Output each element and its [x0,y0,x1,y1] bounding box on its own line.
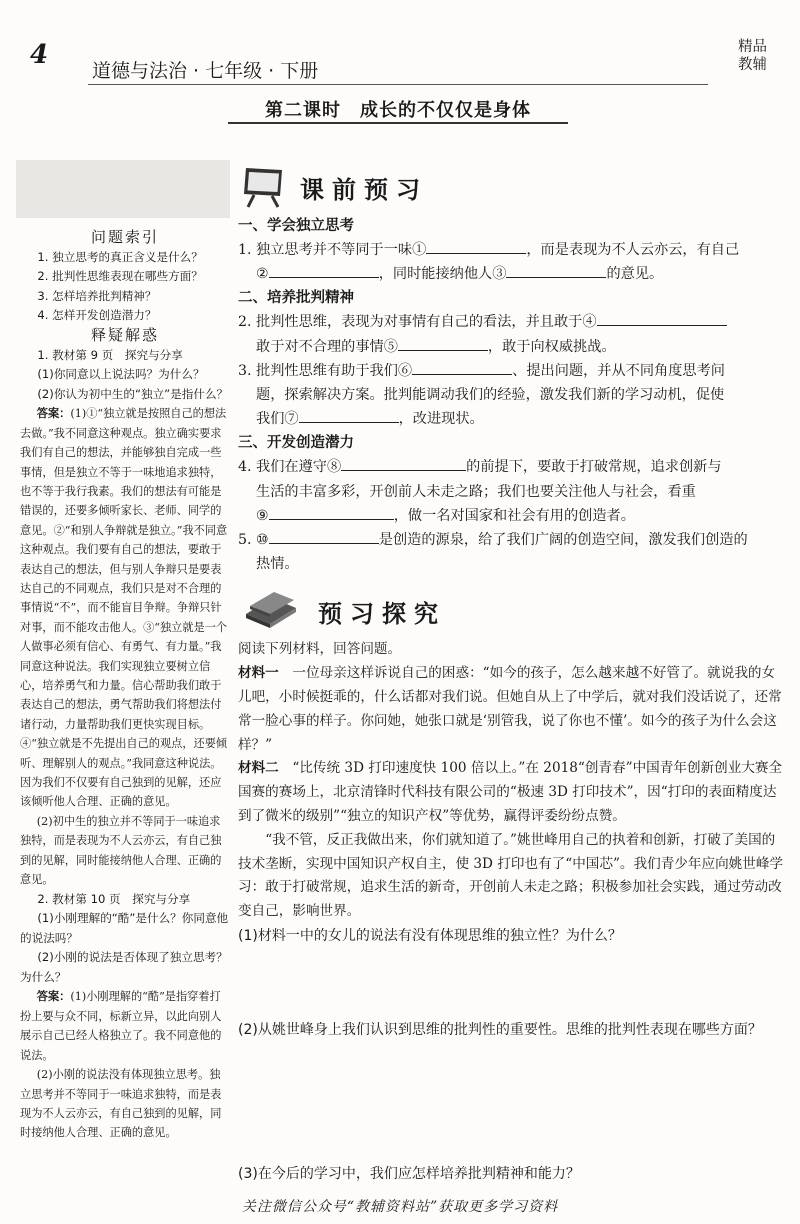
preview-section-header [238,160,788,214]
blank-6[interactable] [412,360,512,375]
blank-1[interactable] [426,239,526,254]
task-1-answer-2: (2)初中生的独立并不等同于一味追求独特，而是表现为不人云亦云，有自己独到的见解，同时能接纳他人合理、正确的意见。 [20,814,222,887]
lesson-title-underline [228,122,568,124]
explore-section-header [238,584,788,638]
preview-item-4-line-1: 4. 我们在遵守⑧ 的前提下，要敢于打破常规，追求创新与 [238,455,788,479]
material-2 [238,757,788,828]
footer-note: 关注微信公众号“教辅资料站”获取更多学习资料 [241,1199,559,1215]
preview-item-2-line-2: 敢于对不合理的事情⑤ ，敢于向权威挑战。 [238,335,788,359]
preview-item-4-line-2: 生活的丰富多彩，开创前人未走之路；我们也要关注他人与社会，看重 [256,483,696,500]
book-title: 道德与法治 · 七年级 · 下册 [92,60,319,82]
blank-2[interactable] [269,263,379,278]
task-2-question-2: (2)小刚的说法是否体现了独立思考？为什么？ [20,950,228,984]
blackboard-icon [240,164,286,208]
blank-8[interactable] [341,456,466,471]
material-1 [238,662,788,757]
answer-text: (1)①“独立就是按照自己的想法去做。”我不同意这种观点。独立确实要求我们有自己的想法，并能够独自完成一些事情，但是独立不等于一味地追求独特，也不等于我行我素。我们的想法有可能是错误的，还要多倾听家长、老师、同学的意见。②“和别人争辩就是独立。”我不同意这种观点。我们要有自己的想法，要敢于表达自己的想法，但与别人争辩只是要表达自己的不同观点，我们只是对不合理的事情说“不”，而不能盲目争辩。争辩只针对事，而不能攻击他人。③“独立就是一个人做事必须有信心、有勇气、有力量。”我同意这种说法。我们实现独立要树立信心，培养勇气和力量。信心帮助我们敢于表达自己的想法，勇气帮助我们将想法付诸行动，力量帮助我们更快实现目标。④“独立就是不先提出自己的观点，还要倾听、理解别人的观点。”我同意这种说法。因为我们不仅要有自己独到的见解，还应该倾听他人合理、正确的意见。 [20,407,228,809]
explore-intro: 阅读下列材料，回答问题。 [238,641,402,658]
task-2-answer-2: (2)小刚的说法没有体现独立思考。独立思考并不等同于一味追求独特，而是表现为不人云亦云，有自己独到的见解，同时接纳他人合理、正确的意见。 [20,1068,222,1140]
preview-subheading-3: 三、开发创造潜力 [238,435,354,452]
task-2-answer-1 [20,987,230,1065]
sidebar [16,160,230,1212]
index-item-4: 4. 怎样开发创造潜力？ [37,308,157,323]
textbook-task-1: 1. 教材第 9 页 探究与分享 [37,347,183,362]
header-divider [88,84,708,85]
textbook-task-2: 2. 教材第 10 页 探究与分享 [37,891,191,906]
index-item-3: 3. 怎样培养批判精神？ [37,288,157,303]
blank-5[interactable] [398,336,488,351]
main-content [238,160,788,1186]
preview-item-3-line-3: 我们⑦ ，改进现状。 [238,407,788,431]
books-icon [242,588,300,630]
blank-7[interactable] [299,408,399,423]
preview-subheading-1: 一、学会独立思考 [238,218,354,234]
lesson-title: 第二课时 成长的不仅仅是身体 [265,100,531,121]
material-1-text: 一位母亲这样诉说自己的困惑：“如今的孩子，怎么越来越不好管了。就说我的女儿吧，小时候挺乖的，什么话都对我们说。但她自从上了中学后，就对我们没话说了，还常常一脸心事的样子。你问她，她张口就是‘别管我，说了你也不懂’。如今的孩子为什么会这样？” [238,665,782,753]
preview-item-5-line-1: 5. ⑩ 是创造的源泉，给了我们广阔的创造空间，激发我们创造的 [238,528,788,552]
index-title: 问题索引 [90,228,159,246]
task-1-answer-1 [20,404,230,812]
preview-item-1-line-2: ② ，同时能接纳他人③ 的意见。 [238,262,788,286]
explore-title: 预习探究 [318,600,446,629]
preview-subheading-2: 二、培养批判精神 [238,290,354,307]
preview-item-4-line-3: ⑨ ，做一名对国家和社会有用的创造者。 [238,504,788,528]
material-2-text: “比传统 3D 打印速度快 100 倍以上。”在 2018“创青春”中国青年创新创业大赛全国赛的赛场上，北京清锋时代科技有限公司的“极速 3D 打印技术”，因“打印的表面精度达到了微米的级别”“独立的知识产权”等优势，赢得评委纷纷点赞。 [238,760,783,825]
answer-text: (1)小刚理解的“酷”是指穿着打扮上要与众不同，标新立异，以此向别人展示自己已经人格独立了。我不同意他的说法。 [20,990,222,1062]
task-1-question-1: (1)你同意以上说法吗？为什么？ [37,367,205,382]
preview-item-3-line-1: 3. 批判性思维有助于我们⑥ 、提出问题，并从不同角度思考问 [238,359,788,383]
preview-item-2-line-1: 2. 批判性思维，表现为对事情有自己的看法，并且敢于④ [238,310,788,334]
page-number: 4 [30,40,49,70]
brand-line2: 教辅 [738,57,767,73]
task-2-question-1: (1)小刚理解的“酷”是什么？你同意他的说法吗？ [20,911,229,945]
answer-label: 答案： [36,406,71,421]
blank-3[interactable] [506,263,606,278]
task-1-question-2: (2)你认为初中生的“独立”是指什么？ [37,386,229,401]
brand-logo [738,38,767,74]
brand-line1: 精品 [738,39,767,55]
explore-question-3: (3)在今后的学习中，我们应怎样培养批判精神和能力？ [238,1166,580,1182]
preview-title: 课前预习 [300,176,428,204]
material-1-label: 材料一 [238,665,279,682]
material-2-label: 材料二 [238,760,279,777]
explain-title: 释疑解惑 [90,325,159,344]
index-item-1: 1. 独立思考的真正含义是什么？ [37,249,203,264]
blank-10[interactable] [269,529,379,544]
index-item-2: 2. 批判性思维表现在哪些方面？ [37,269,203,284]
preview-item-1-line-1: 1. 独立思考并不等同于一味① ，而是表现为不人云亦云，有自己 [238,238,788,262]
material-2-paragraph-2: “我不管，反正我做出来，你们就知道了。”姚世峰用自己的执着和创新，打破了美国的技术垄断，实现中国知识产权自主，使 3D 打印也有了“中国芯”。我们青少年应向姚世峰学习：敢于打破常规，追求生活的新奇，开创前人未走之路；积极参加社会实践，通过劳动改变自己，影响世界。 [238,831,784,920]
preview-item-5-line-2: 热情。 [256,556,299,573]
explore-question-2: (2)从姚世峰身上我们认识到思维的批判性的重要性。思维的批判性表现在哪些方面？ [238,1022,762,1038]
sidebar-content [20,228,230,1143]
blank-4[interactable] [597,311,727,326]
answer-label: 答案： [36,989,71,1004]
blank-9[interactable] [269,505,394,520]
sidebar-header-band [16,160,230,218]
explore-question-1: (1)材料一中的女儿的说法有没有体现思维的独立性？为什么？ [238,928,622,944]
preview-item-3-line-2: 题，探索解决方案。批判能调动我们的经验，激发我们新的学习动机，促使 [256,387,725,404]
